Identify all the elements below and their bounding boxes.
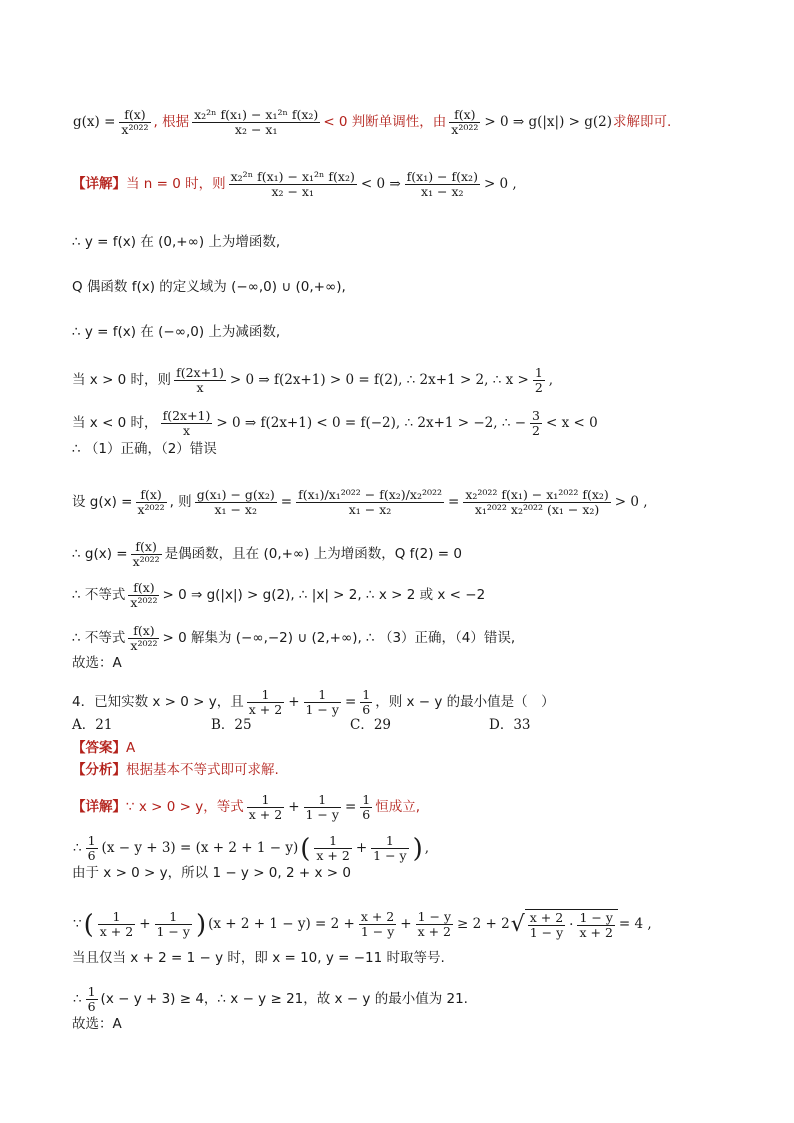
fraction: $\frac{f(x)}{\text{x²⁰²²}}$: [137, 487, 165, 518]
q4-detail-line-7: 故选：A: [72, 1016, 122, 1032]
fraction: $\frac{\text{x₂²⁰²² f(x₁) − x₁²⁰²² f(x₂)}}{\text{x₁²⁰²² x₂²⁰²² (x₁ − x₂)}}$: [465, 487, 609, 518]
q4-detail-line-5: 当且仅当 x + 2 = 1 − y 时，即 x = 10, y = −11 时取等号.: [72, 950, 445, 966]
detail-line-2: ∴ y = f(x) 在 (0,+∞) 上为增函数,: [72, 234, 281, 250]
fraction: $\frac{f(2x+1)}{x}$: [162, 408, 211, 439]
fraction: $\frac{\text{f(x₁) − f(x₂)}}{\text{x₁ − x₂}}$: [406, 169, 478, 200]
fraction: $\frac{f(x)}{\text{x²⁰²²}}$: [121, 107, 149, 138]
fraction: $\frac{x + 2}{1 - y}$: [529, 910, 564, 941]
analysis-label: 【分析】: [72, 762, 126, 778]
fraction: $\frac{1}{6}$: [362, 687, 371, 718]
fraction: $\frac{f(x)}{\text{x²⁰²²}}$: [130, 623, 158, 654]
q4-detail-line-3: 由于 x > 0 > y，所以 1 − y > 0, 2 + x > 0: [72, 865, 351, 881]
detail-line-3: Q 偶函数 f(x) 的定义域为 (−∞,0) ∪ (0,+∞),: [72, 279, 346, 295]
question-4: 4．已知实数 x > 0 > y，且 $\frac{1}{x + 2}$ + $\frac{1}{1 - y}$ = $\frac{1}{6}$ ，则 x − y 的最小值是（ ）: [72, 687, 555, 718]
fraction: $\frac{f(x)}{\text{x²⁰²²}}$: [130, 580, 158, 611]
analysis-line: 【分析】 根据基本不等式即可求解.: [72, 762, 279, 778]
detail-line-1: 【详解】 当 n = 0 时，则 $\frac{\text{x₂²ⁿ f(x₁) − x₁²ⁿ f(x₂)}}{\text{x₂ − x₁}}$ < 0 ⇒ $\frac{\text{f(x₁) − f(x₂)}}{\text{x₁ − x₂}}$ > 0 ,: [72, 169, 517, 200]
q4-detail-line-1: 【详解】 ∵ x > 0 > y，等式 $\frac{1}{x + 2}$ + $\frac{1}{1 - y}$ = $\frac{1}{6}$ 恒成立,: [72, 792, 420, 823]
square-root: √ $\frac{x + 2}{1 - y}$ · $\frac{1 - y}{x + 2}$: [511, 909, 618, 941]
fraction: $\frac{3}{2}$: [532, 408, 540, 439]
fraction: $\frac{1}{6}$: [362, 792, 371, 823]
solution-intro-line: g(x) = $\frac{f(x)}{\text{x²⁰²²}}$ , 根据 $\frac{\text{x₂²ⁿ f(x₁) − x₁²ⁿ f(x₂)}}{\text{x₂ − x₁}}$ < 0 判断单调性，由 $\frac{f(x)}{\text{x²⁰²²}}$ > 0 ⇒ g(|x|) > g(2) 求解即可.: [73, 107, 672, 138]
fraction: $\frac{1}{6}$: [87, 833, 96, 864]
fraction: $\frac{f(2x+1)}{x}$: [176, 365, 224, 396]
detail-line-4: ∴ y = f(x) 在 (−∞,0) 上为减函数,: [72, 324, 281, 340]
fraction: $\frac{1}{2}$: [534, 365, 543, 396]
fraction: $\frac{f(x)}{\text{x²⁰²²}}$: [132, 539, 160, 570]
answer-label: 【答案】: [72, 740, 126, 756]
fraction: $\frac{\text{x₂²ⁿ f(x₁) − x₁²ⁿ f(x₂)}}{\text{x₂ − x₁}}$: [230, 169, 355, 200]
q4-detail-line-2: ∴ $\frac{1}{6}$ (x − y + 3) = (x + 2 + 1 − y) ( $\frac{1}{x + 2}$ + $\frac{1}{1 - y}$ ) ,: [73, 833, 430, 864]
fraction: $\frac{1 - y}{x + 2}$: [417, 909, 452, 940]
fraction: $\frac{1}{1 - y}$: [156, 909, 190, 940]
q4-detail-line-4: ∵ ( $\frac{1}{x + 2}$ + $\frac{1}{1 - y}$ ) (x + 2 + 1 − y) = 2 + $\frac{x + 2}{1 - y}$ + $\frac{1 - y}{x + 2}$ ≥ 2 + 2 √ $\frac{x + 2}{1 - y}$ · $\frac{1 - y}{x + 2}$ = 4 ,: [73, 909, 652, 941]
option-a: A．21: [72, 717, 113, 733]
fraction: $\frac{1 - y}{x + 2}$: [579, 910, 613, 941]
question-4-options: [72, 713, 531, 733]
fraction: $\frac{1}{6}$: [87, 984, 96, 1015]
detail-label: 【详解】: [72, 799, 126, 816]
answer-choice-line: 故选：A: [72, 655, 122, 671]
detail-line-11: ∴ 不等式 $\frac{f(x)}{\text{x²⁰²²}}$ > 0 解集为 (−∞,−2) ∪ (2,+∞), ∴ （3）正确，（4）错误,: [72, 623, 516, 654]
detail-line-6: 当 x < 0 时， $\frac{f(2x+1)}{x}$ > 0 ⇒ f(2x+1) < 0 = f(−2), ∴ 2x+1 > −2, ∴ − $\frac{3}{2}$ < x < 0: [72, 408, 598, 439]
fraction: $\frac{x + 2}{1 - y}$: [360, 909, 395, 940]
detail-line-5: 当 x > 0 时，则 $\frac{f(2x+1)}{x}$ > 0 ⇒ f(2x+1) > 0 = f(2), ∴ 2x+1 > 2, ∴ x > $\frac{1}{2}$ ,: [72, 365, 554, 396]
detail-line-8: 设 g(x) = $\frac{f(x)}{\text{x²⁰²²}}$ , 则 $\frac{\text{g(x₁) − g(x₂)}}{\text{x₁ − x₂}}$ = $\frac{\text{f(x₁)/x₁²⁰²² − f(x₂)/x₂²⁰²²}}{\text{x₁ − x₂}}$ = $\frac{\text{x₂²⁰²² f(x₁) − x₁²⁰²² f(x₂)}}{\text{x₁²⁰²² x₂²⁰²² (x₁ − x₂)}}$ > 0 ,: [72, 487, 648, 518]
detail-label: 【详解】: [72, 176, 126, 193]
detail-line-7: ∴ （1）正确，（2）错误: [72, 441, 217, 457]
fraction: $\frac{\text{f(x₁)/x₁²⁰²² − f(x₂)/x₂²⁰²²}}{\text{x₁ − x₂}}$: [298, 487, 442, 518]
g-definition: g(x) =: [73, 114, 116, 131]
fraction: $\frac{1}{x + 2}$: [316, 833, 350, 864]
detail-line-9: ∴ g(x) = $\frac{f(x)}{\text{x²⁰²²}}$ 是偶函数，且在 (0,+∞) 上为增函数，Q f(2) = 0: [72, 539, 463, 570]
detail-line-10: ∴ 不等式 $\frac{f(x)}{\text{x²⁰²²}}$ > 0 ⇒ g(|x|) > g(2), ∴ |x| > 2, ∴ x > 2 或 x < −2: [72, 580, 486, 611]
fraction: $\frac{\text{g(x₁) − g(x₂)}}{\text{x₁ − x₂}}$: [196, 487, 275, 518]
q4-detail-line-6: ∴ $\frac{1}{6}$ (x − y + 3) ≥ 4，∴ x − y ≥ 21，故 x − y 的最小值为 21.: [73, 984, 468, 1015]
fraction: $\frac{1}{1 - y}$: [305, 687, 339, 718]
option-d: D．33: [489, 717, 531, 733]
fraction: $\frac{1}{1 - y}$: [373, 833, 407, 864]
option-b: B．25: [211, 717, 252, 733]
fraction: $\frac{1}{x + 2}$: [248, 792, 283, 823]
answer-line: [72, 742, 734, 756]
option-c: C．29: [350, 717, 392, 733]
fraction: $\frac{1}{x + 2}$: [248, 687, 283, 718]
fraction: $\frac{\text{x₂²ⁿ f(x₁) − x₁²ⁿ f(x₂)}}{\text{x₂ − x₁}}$: [194, 107, 319, 138]
answer-value: A: [126, 740, 136, 756]
fraction: $\frac{f(x)}{\text{x²⁰²²}}$: [451, 107, 479, 138]
fraction: $\frac{1}{x + 2}$: [99, 909, 134, 940]
fraction: $\frac{1}{1 - y}$: [305, 792, 339, 823]
